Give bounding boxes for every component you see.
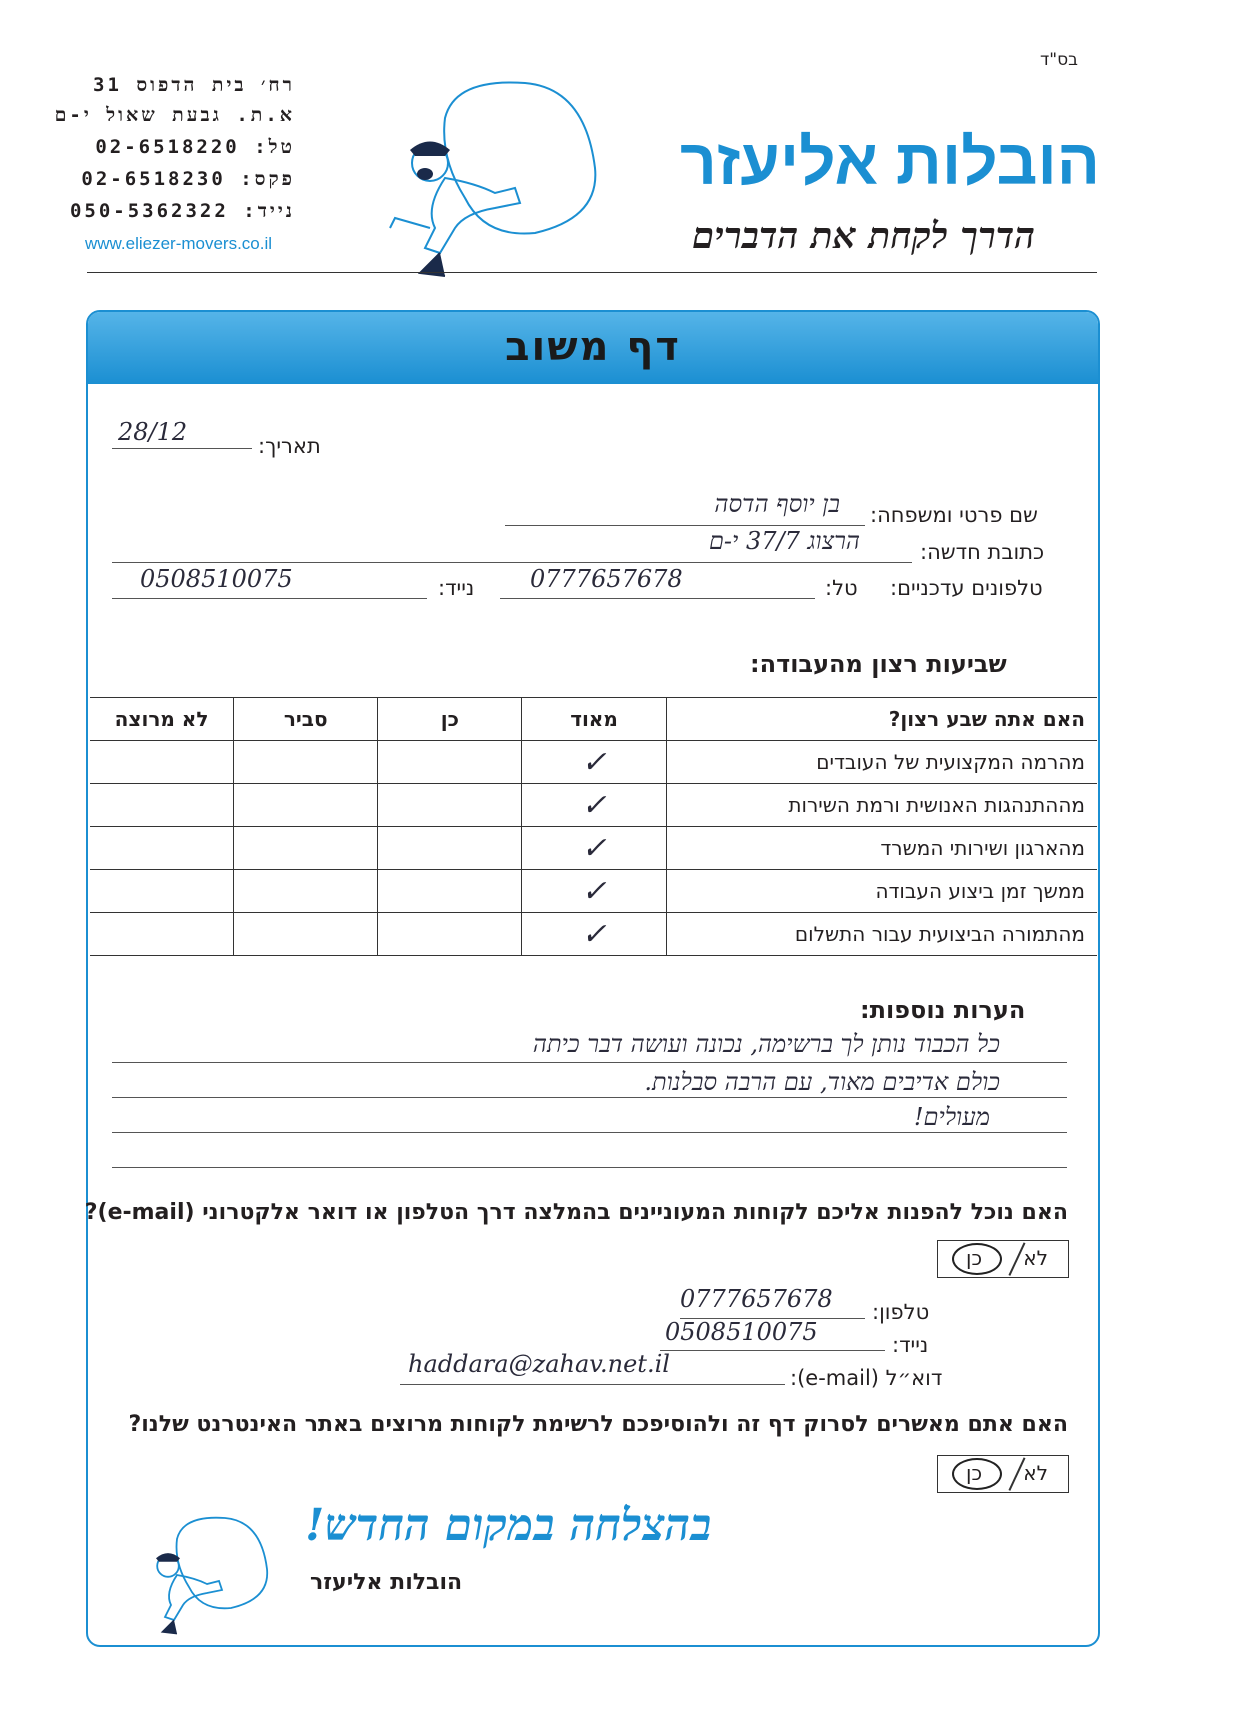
satisfaction-table	[90, 697, 1097, 956]
checkbox-reasonable[interactable]	[234, 870, 378, 913]
table-row	[90, 741, 1097, 784]
tel-label: טל:	[825, 576, 858, 600]
notes-line-2	[112, 1097, 1067, 1098]
check-mark: ✓	[581, 916, 607, 952]
website-yes-option[interactable]: כן	[966, 1461, 983, 1485]
notes-line-3	[112, 1132, 1067, 1133]
column-yes: כן	[378, 698, 522, 741]
tel-line	[500, 598, 815, 599]
checkbox-very[interactable]	[522, 913, 666, 956]
checkbox-very[interactable]	[522, 827, 666, 870]
column-reasonable: סביר	[234, 698, 378, 741]
contact-yes-option[interactable]: כן	[966, 1246, 983, 1270]
date-value: 28/12	[118, 418, 188, 446]
column-not-satisfied: לא מרוצה	[90, 698, 234, 741]
contact-mobile-value: 0508510075	[665, 1318, 818, 1346]
checkbox-yes[interactable]	[378, 784, 522, 827]
new-address-value: הרצוג 37/7 י-ם	[708, 527, 860, 555]
notes-line-1	[112, 1062, 1067, 1063]
checkbox-yes[interactable]	[378, 913, 522, 956]
footer-company-name: הובלות אליעזר	[310, 1570, 463, 1595]
checkbox-very[interactable]	[522, 870, 666, 913]
footer-mascot-logo	[140, 1515, 280, 1635]
contact-question: האם נוכל להפנות אליכם לקוחות המעוניינים בהמלצה דרך הטלפון או דואר אלקטרוני (e-mail)?	[84, 1200, 1068, 1225]
contact-phone-value: 0777657678	[680, 1285, 833, 1313]
contact-email-line	[400, 1384, 785, 1385]
check-mark: ✓	[581, 830, 607, 866]
contact-email-value: haddara@zahav.net.il	[408, 1350, 670, 1378]
address-line	[112, 562, 912, 563]
contact-no-option[interactable]: לא	[1023, 1246, 1048, 1270]
row-label: מההתנהגות האנושית ורמת השירות	[666, 784, 1097, 827]
checkbox-reasonable[interactable]	[234, 827, 378, 870]
contact-mobile-line	[660, 1350, 885, 1351]
table-header-row	[90, 698, 1097, 741]
check-mark: ✓	[581, 744, 607, 780]
checkbox-very[interactable]	[522, 784, 666, 827]
address-line-1: רח׳ בית הדפוס 31	[93, 74, 295, 96]
bsd-mark: בס"ד	[1040, 50, 1078, 70]
checkbox-yes[interactable]	[378, 870, 522, 913]
contact-email-label: דוא״ל (e-mail):	[790, 1366, 943, 1390]
mobile-number: נייד: 050-5362322	[69, 200, 295, 222]
contact-mobile-label: נייד:	[892, 1333, 929, 1357]
row-label: מהרמה המקצועית של העובדים	[666, 741, 1097, 784]
checkbox-yes[interactable]	[378, 827, 522, 870]
date-line	[112, 448, 252, 449]
check-mark: ✓	[581, 873, 607, 909]
new-address-label: כתובת חדשה:	[920, 540, 1045, 564]
website-no-option[interactable]: לא	[1023, 1461, 1048, 1485]
checkbox-not-satisfied[interactable]	[90, 784, 234, 827]
checkbox-reasonable[interactable]	[234, 913, 378, 956]
name-label: שם פרטי ומשפחה:	[870, 503, 1038, 527]
checkbox-yes[interactable]	[378, 741, 522, 784]
website-yes-no-box[interactable]	[937, 1455, 1069, 1493]
address-line-2: א.ת. גבעת שאול י-ם	[54, 104, 295, 126]
name-line	[505, 525, 865, 526]
table-row	[90, 784, 1097, 827]
checkbox-not-satisfied[interactable]	[90, 827, 234, 870]
tel-value: 0777657678	[530, 565, 683, 593]
checkbox-not-satisfied[interactable]	[90, 741, 234, 784]
date-label: תאריך:	[258, 434, 321, 458]
notes-title: הערות נוספות:	[860, 996, 1026, 1024]
satisfaction-title: שביעות רצון מהעבודה:	[750, 650, 1007, 678]
notes-text-line-1: כל הכבוד נותן לך ברשימה, נכונה ועושה דבר כיתה	[532, 1030, 1000, 1058]
website-question: האם אתם מאשרים לסרוק דף זה ולהוסיפכם לרשימת לקוחות מרוצים באתר האינטרנט שלנו?	[128, 1412, 1068, 1437]
company-name: הובלות אליעזר	[680, 126, 1100, 198]
checkbox-very[interactable]	[522, 741, 666, 784]
notes-line-4	[112, 1167, 1067, 1168]
name-value: בן יוסף הדסה	[714, 490, 840, 518]
contact-yes-no-box[interactable]	[937, 1240, 1069, 1278]
row-label: מהארגון ושירותי המשרד	[666, 827, 1097, 870]
mobile-line	[112, 598, 427, 599]
updated-phones-label: טלפונים עדכניים:	[890, 576, 1043, 600]
mobile-label: נייד:	[438, 576, 475, 600]
form-title: דף משוב	[505, 324, 681, 370]
question-header: האם אתה שבע רצון?	[666, 698, 1097, 741]
table-row	[90, 913, 1097, 956]
table-row	[90, 870, 1097, 913]
row-label: ממשך זמן ביצוע העבודה	[666, 870, 1097, 913]
column-very: מאוד	[522, 698, 666, 741]
fax-number: פקס: 02-6518230	[81, 168, 295, 190]
table-row	[90, 827, 1097, 870]
website-url: www.eliezer-movers.co.il	[85, 234, 273, 253]
checkbox-not-satisfied[interactable]	[90, 913, 234, 956]
company-slogan: הדרך לקחת את הדברים	[691, 215, 1035, 257]
mover-mascot-logo	[385, 78, 615, 278]
row-label: מהתמורה הביצועית עבור התשלום	[666, 913, 1097, 956]
phone-number: טל: 02-6518220	[95, 136, 295, 158]
header-divider	[87, 272, 1097, 273]
checkbox-reasonable[interactable]	[234, 784, 378, 827]
contact-phone-label: טלפון:	[872, 1300, 930, 1324]
checkbox-reasonable[interactable]	[234, 741, 378, 784]
notes-text-line-2: כולם אדיבים מאוד, עם הרבה סבלנות.	[644, 1068, 1000, 1096]
check-mark: ✓	[581, 787, 607, 823]
mobile-value: 0508510075	[140, 565, 293, 593]
good-luck-message: בהצלחה במקום החדש!	[305, 1500, 712, 1551]
checkbox-not-satisfied[interactable]	[90, 870, 234, 913]
notes-text-line-3: מעולים!	[913, 1103, 990, 1131]
